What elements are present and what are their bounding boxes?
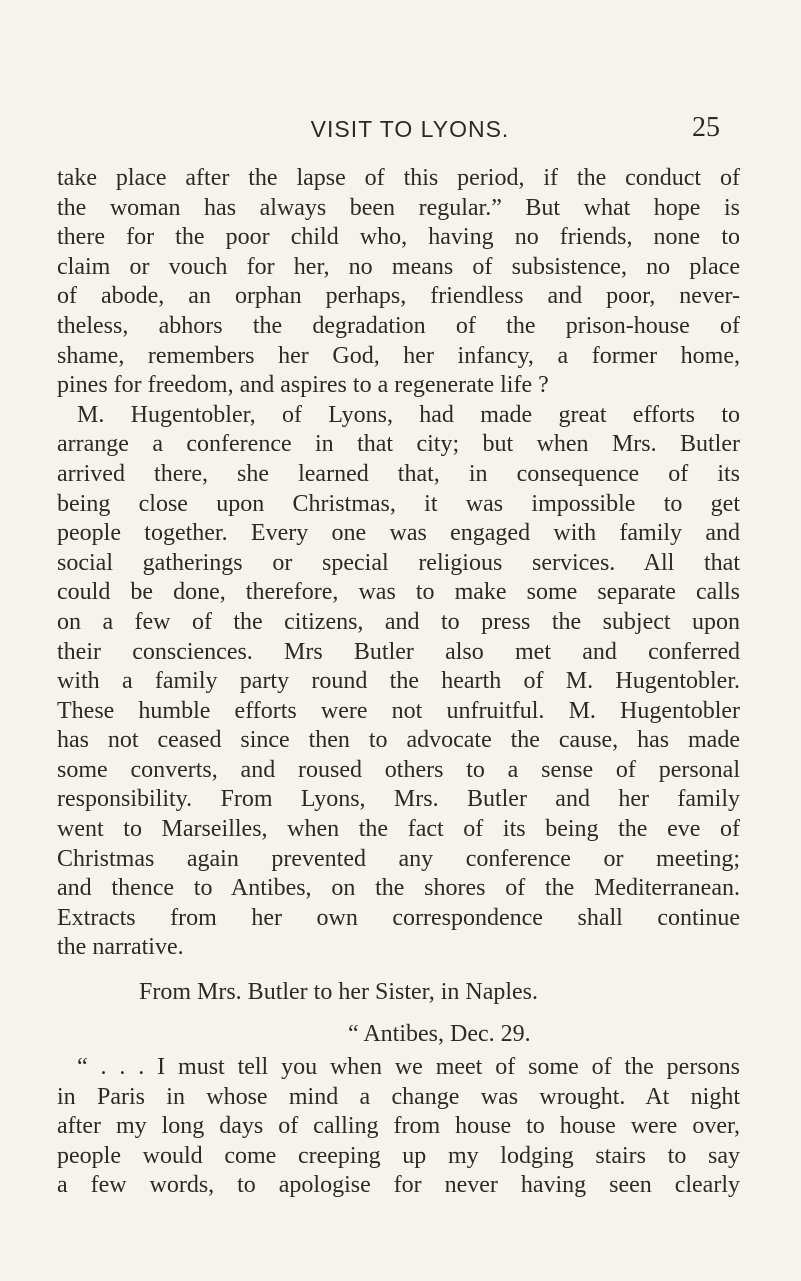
- text-line: with a family party round the hearth of M. Hugentobler.: [57, 668, 740, 695]
- text-line: the narrative.: [57, 934, 184, 961]
- running-title: VISIT TO LYONS.: [310, 116, 510, 142]
- text-line: responsibility. From Lyons, Mrs. Butler and her family: [57, 786, 740, 813]
- text-line: and thence to Antibes, on the shores of the Mediterranean.: [57, 875, 740, 902]
- letter-line: a few words, to apologise for never having seen clearly: [57, 1172, 740, 1199]
- text-line: arrived there, she learned that, in consequence of its: [57, 460, 740, 487]
- text-line: some converts, and roused others to a sense of personal: [57, 756, 740, 783]
- body-text: [57, 164, 740, 1201]
- text-line: the woman has always been regular.” But what hope is: [57, 194, 740, 221]
- letter-dateline: “ Antibes, Dec. 29.: [348, 1021, 531, 1048]
- text-line: went to Marseilles, when the fact of its being the eve of: [57, 816, 740, 843]
- text-line: on a few of the citizens, and to press the subject upon: [57, 608, 740, 635]
- running-head: [100, 112, 720, 146]
- letter-line: in Paris in whose mind a change was wrought. At night: [57, 1083, 740, 1110]
- letter-line: people would come creeping up my lodging stairs to say: [57, 1142, 740, 1169]
- text-line: These humble efforts were not unfruitful. M. Hugentobler: [57, 697, 740, 724]
- text-line: theless, abhors the degradation of the prison-house of: [57, 312, 740, 339]
- text-line: their consciences. Mrs Butler also met and conferred: [57, 638, 740, 665]
- text-line: claim or vouch for her, no means of subsistence, no place: [57, 253, 740, 280]
- letter-line: after my long days of calling from house to house were over,: [57, 1113, 740, 1140]
- letter-heading: From Mrs. Butler to her Sister, in Naples.: [139, 979, 538, 1006]
- text-line: Christmas again prevented any conference or meeting;: [57, 845, 740, 872]
- page-number: 25: [692, 112, 720, 143]
- text-line: could be done, therefore, was to make some separate calls: [57, 579, 740, 606]
- text-line: take place after the lapse of this period, if the conduct of: [57, 165, 740, 191]
- text-line: of abode, an orphan perhaps, friendless and poor, never-: [57, 283, 740, 310]
- text-line: M. Hugentobler, of Lyons, had made great efforts to: [77, 401, 740, 428]
- text-line: there for the poor child who, having no friends, none to: [57, 224, 740, 251]
- text-line: shame, remembers her God, her infancy, a former home,: [57, 342, 740, 369]
- text-line: arrange a conference in that city; but when Mrs. Butler: [57, 431, 740, 458]
- text-line: has not ceased since then to advocate the cause, has made: [57, 727, 740, 754]
- text-line: people together. Every one was engaged with family and: [57, 520, 740, 547]
- text-line: being close upon Christmas, it was impossible to get: [57, 490, 740, 517]
- text-line: pines for freedom, and aspires to a regenerate life ?: [57, 372, 549, 399]
- text-line: Extracts from her own correspondence shall continue: [57, 904, 740, 931]
- letter-line: “ . . . I must tell you when we meet of some of the persons: [77, 1054, 740, 1081]
- text-line: social gatherings or special religious services. All that: [57, 549, 740, 576]
